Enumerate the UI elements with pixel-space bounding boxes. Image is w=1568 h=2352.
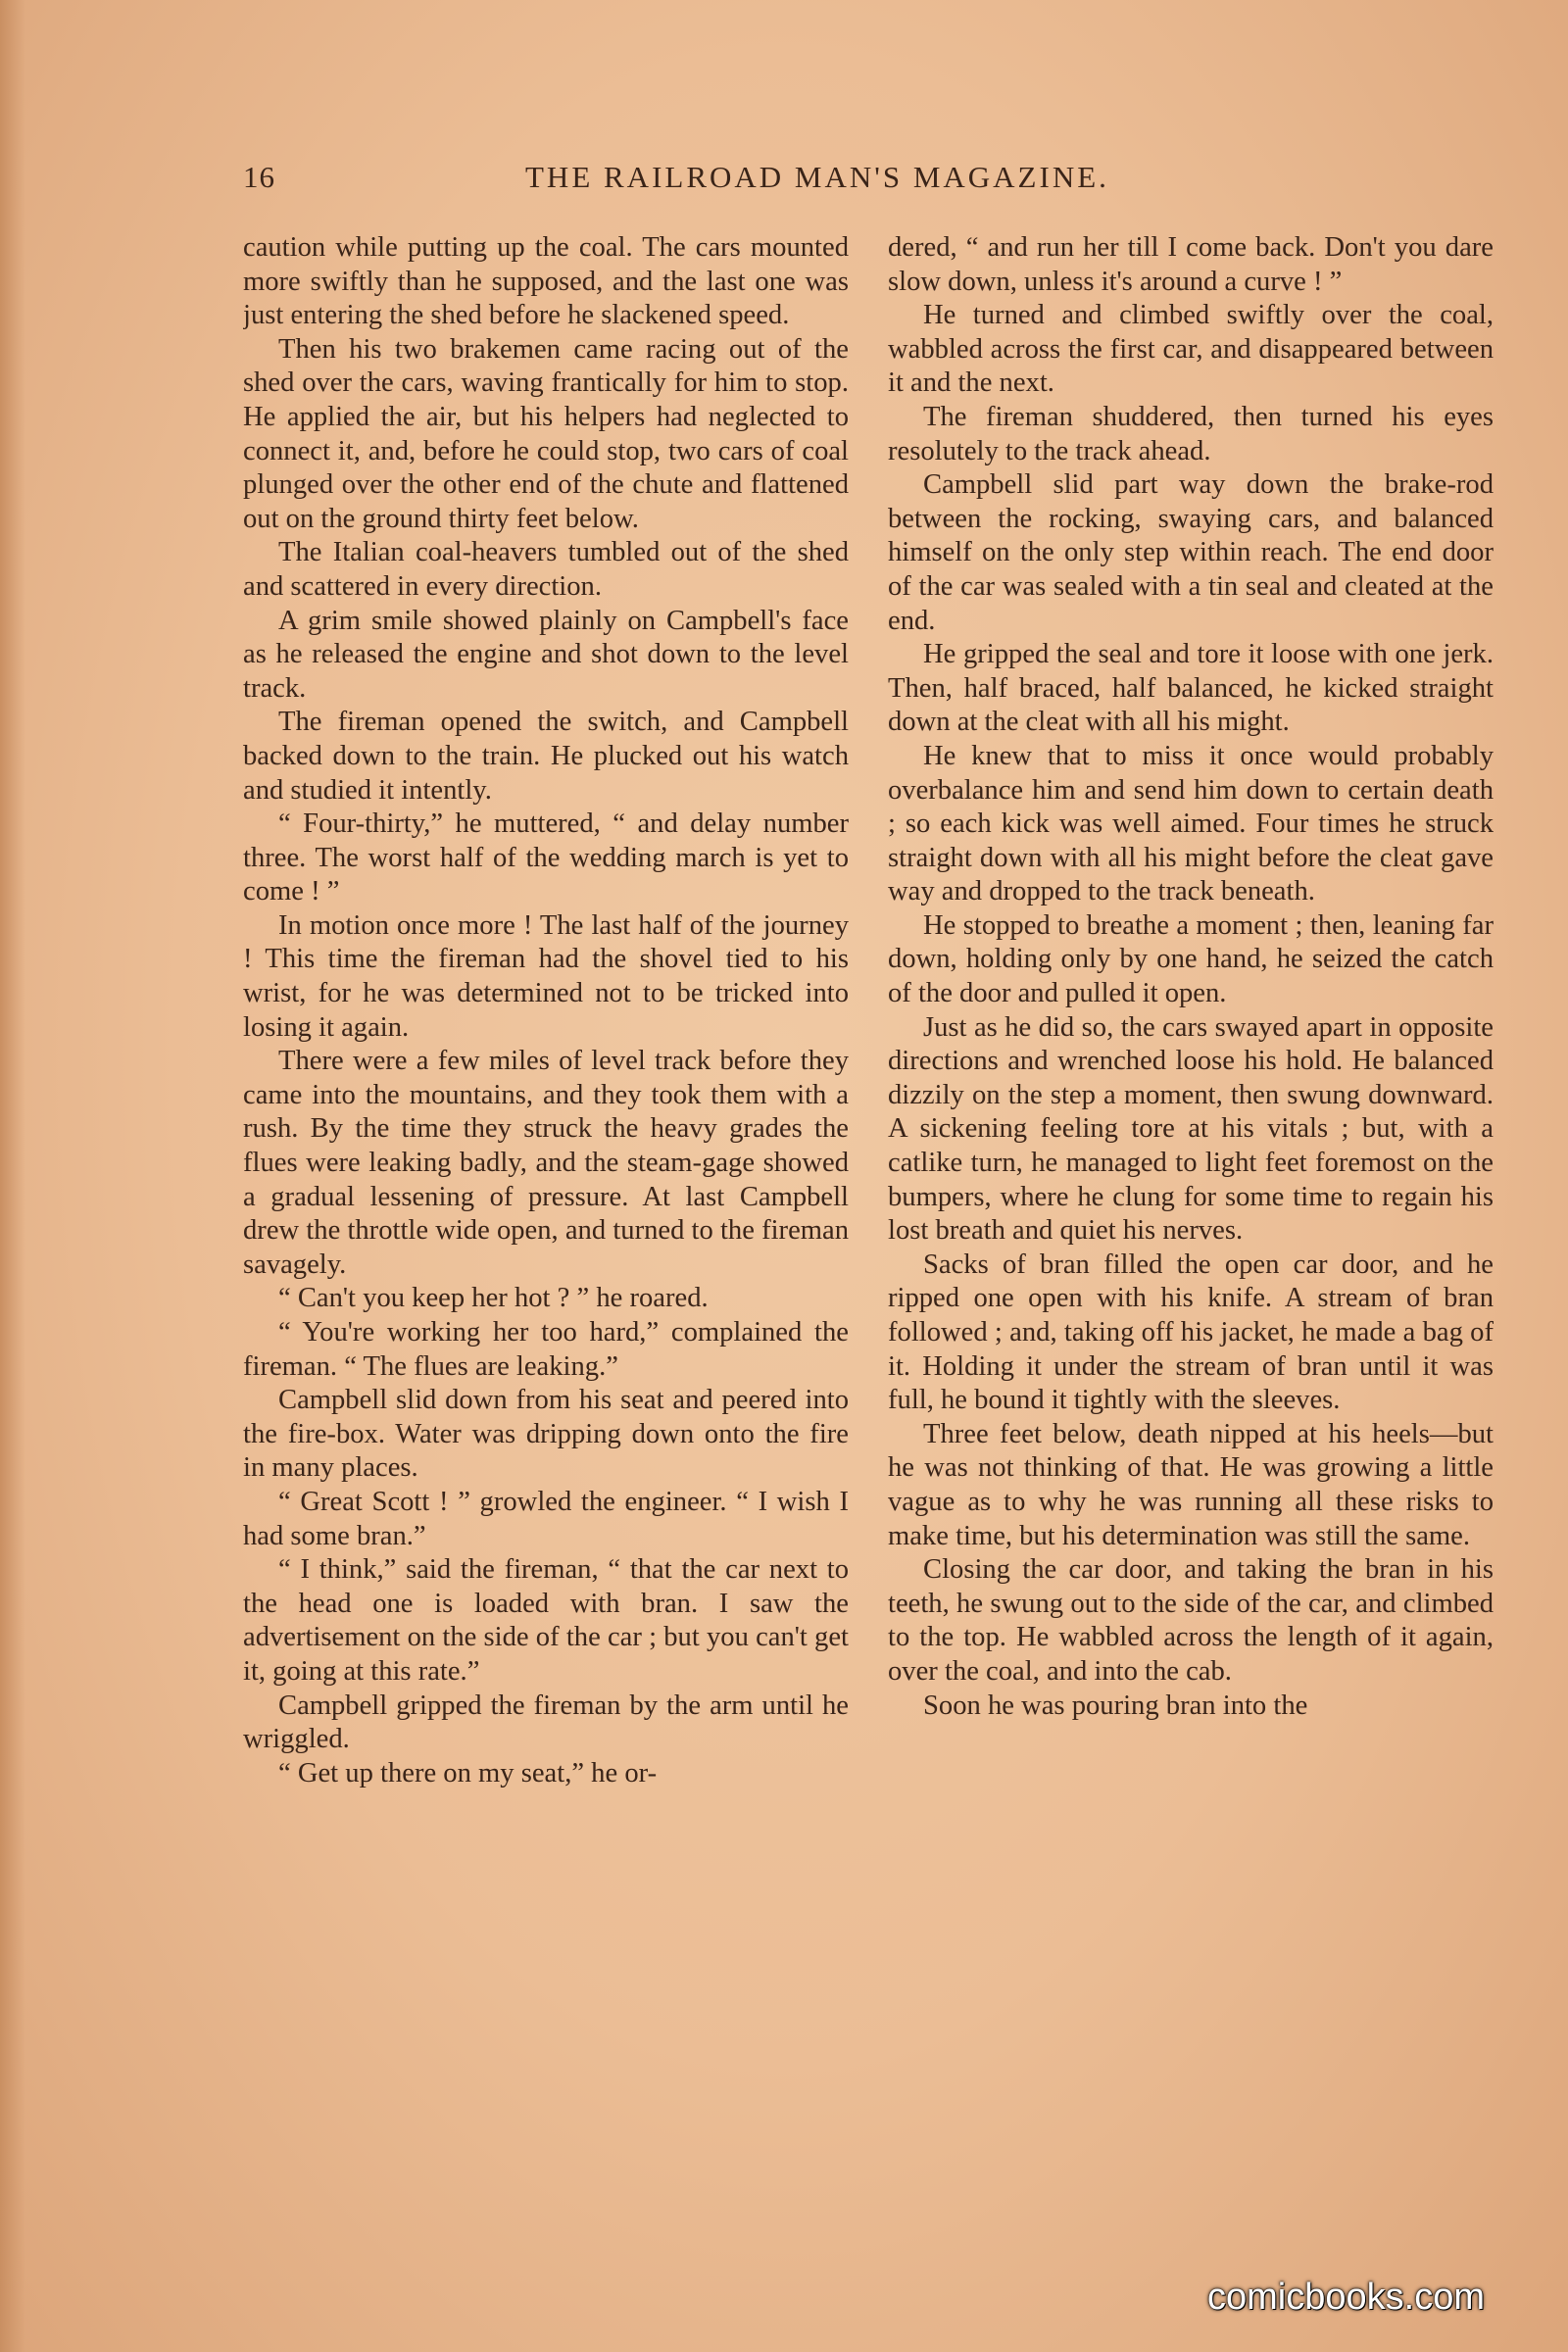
running-title: THE RAILROAD MAN'S MAGAZINE. [525, 160, 1109, 194]
page-edge-shadow [0, 0, 25, 2352]
paragraph: dered, “ and run her till I come back. Don't you dare slow down, unless it's around a curve ! ” [888, 232, 1494, 297]
paragraph: Campbell slid down from his seat and peered into the fire-box. Water was dripping down onto the fire in many places. [243, 1385, 849, 1484]
right-text-column [888, 231, 1494, 2191]
paragraph: “ You're working her too hard,” complained the fireman. “ The flues are leaking.” [243, 1317, 849, 1382]
paragraph: He turned and climbed swiftly over the coal, wabbled across the first car, and disappeared between it and the next. [888, 300, 1494, 399]
paragraph: The Italian coal-heavers tumbled out of the shed and scattered in every direction. [243, 537, 849, 602]
page-header [243, 160, 1223, 203]
paragraph: “ Great Scott ! ” growled the engineer. “ I wish I had some bran.” [243, 1486, 849, 1551]
paragraph: He gripped the seal and tore it loose with one jerk. Then, half braced, half balanced, he kicked straight down at the cleat with all his might. [888, 639, 1494, 738]
paragraph: Sacks of bran filled the open car door, and he ripped one open with his knife. A stream of bran followed ; and, taking off his jacket, he made a bag of it. Holding it under the stream of bran until it was full, he bound it tightly with the sleeves. [888, 1249, 1494, 1416]
paragraph: The fireman shuddered, then turned his eyes resolutely to the track ahead. [888, 401, 1494, 466]
paragraph: He knew that to miss it once would probably overbalance him and send him down to certain death ; so each kick was well aimed. Four times he struck straight down with all his might before the cleat gave way and dropped to the track beneath. [888, 740, 1494, 907]
paragraph: There were a few miles of level track before they came into the mountains, and they took them with a rush. By the time they struck the heavy grades the flues were leaking badly, and the steam-gage showed a gradual lessening of pressure. At last Campbell drew the throttle wide open, and turned to the fireman savagely. [243, 1046, 849, 1280]
paragraph: Three feet below, death nipped at his heels—but he was not thinking of that. He was growing a little vague as to why he was running all these risks to make time, but his determination was still the same. [888, 1418, 1494, 1551]
left-text-column [243, 231, 849, 2191]
paragraph: Campbell gripped the fireman by the arm until he wriggled. [243, 1690, 849, 1755]
paragraph: Campbell slid part way down the brake-rod between the rocking, swaying cars, and balanced himself on the only step within reach. The end door of the car was sealed with a tin seal and cleated at the end. [888, 469, 1494, 636]
paragraph: The fireman opened the switch, and Campbell backed down to the train. He plucked out his watch and studied it intently. [243, 707, 849, 806]
paragraph: In motion once more ! The last half of the journey ! This time the fireman had the shovel tied to his wrist, for he was determined not to be tricked into losing it again. [243, 909, 849, 1043]
paragraph: He stopped to breathe a moment ; then, leaning far down, holding only by one hand, he seized the catch of the door and pulled it open. [888, 909, 1494, 1009]
paragraph: “ Can't you keep her hot ? ” he roared. [278, 1283, 709, 1314]
paragraph: Soon he was pouring bran into the [923, 1690, 1308, 1721]
paragraph: Then his two brakemen came racing out of the shed over the cars, waving frantically for him to stop. He applied the air, but his helpers had neglected to connect it, and, before he could stop, two cars of coal plunged over the other end of the chute and flattened out on the ground thirty feet below. [243, 333, 849, 534]
paragraph: Closing the car door, and taking the bran in his teeth, he swung out to the side of the car, and climbed to the top. He wabbled across the length of it again, over the coal, and into the cab. [888, 1554, 1494, 1687]
page-number: 16 [243, 160, 275, 194]
paragraph: caution while putting up the coal. The cars mounted more swiftly than he supposed, and the last one was just entering the shed before he slackened speed. [243, 232, 849, 331]
site-watermark: comicbooks.com [1207, 2277, 1485, 2318]
paragraph: “ Four-thirty,” he muttered, “ and delay number three. The worst half of the wedding march is yet to come ! ” [243, 808, 849, 907]
paragraph: “ I think,” said the fireman, “ that the car next to the head one is loaded with bran. I saw the advertisement on the side of the car ; but you can't get it, going at this rate.” [243, 1554, 849, 1687]
paragraph: “ Get up there on my seat,” he or- [278, 1757, 658, 1788]
paragraph: A grim smile showed plainly on Campbell's face as he released the engine and shot down to the level track. [243, 605, 849, 704]
paragraph: Just as he did so, the cars swayed apart in opposite directions and wrenched loose his hold. He balanced dizzily on the step a moment, then swung downward. A sickening feeling tore at his vitals ; but, with a catlike turn, he managed to light feet foremost on the bumpers, where he clung for some time to regain his lost breath and quiet his nerves. [888, 1011, 1494, 1247]
